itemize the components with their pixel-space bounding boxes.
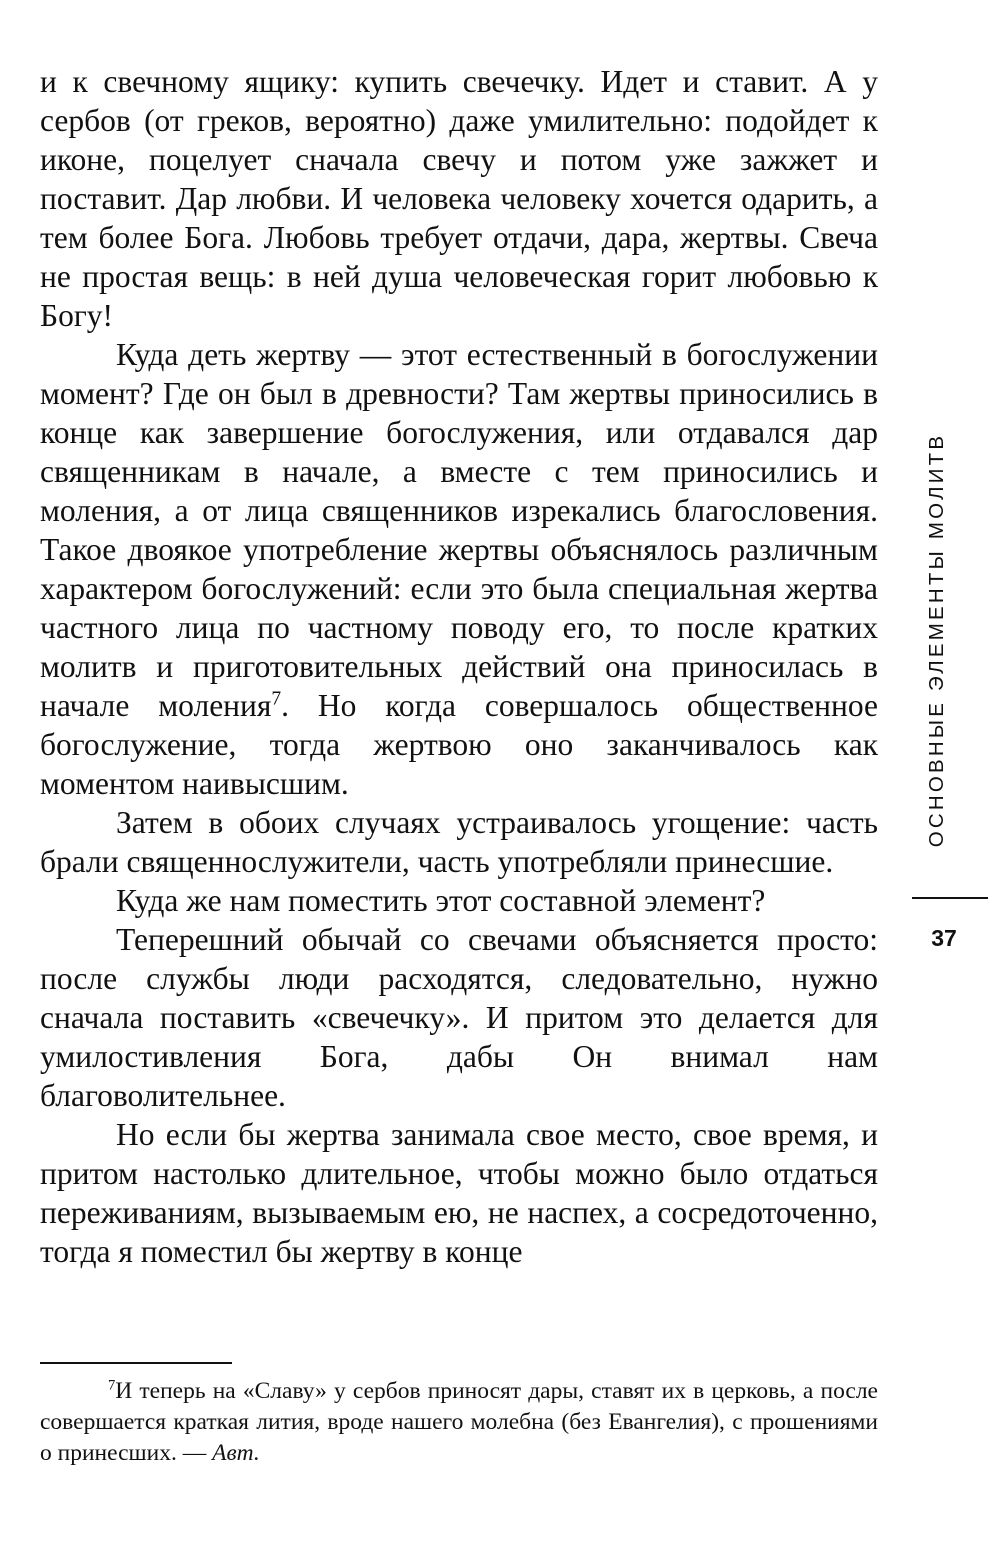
paragraph-2 (40, 335, 878, 803)
paragraph-1: и к свечному ящику: купить свечечку. Идет и ставит. А у сербов (от греков, вероятно) даже умилительно: подойдет к иконе, поцелует сначала свечу и потом уже зажжет и поставит. Дар любви. И человека человеку хочется одарить, а тем более Бога. Любовь требует отдачи, дара, жертвы. Свеча не простая вещь: в ней душа человеческая горит любовью к Богу! (40, 64, 878, 333)
paragraph-5: Теперешний обычай со свечами объясняется просто: после службы люди расходятся, следовательно, нужно сначала поставить «свечечку». И притом это делается для умилостивления Бога, дабы Он внимал нам благоволительнее. (40, 922, 878, 1113)
footnote (40, 1376, 878, 1469)
paragraph-3: Затем в обоих случаях устраивалось угощение: часть брали священнослужители, часть употребляли принесшие. (40, 805, 878, 879)
footnote-text: И теперь на «Славу» у сербов приносят дары, ставят их в церковь, а после совершается краткая лития, вроде нашего молебна (без Евангелия), с прошениями о принесших. — (40, 1378, 878, 1466)
footnote-reference: 7 (271, 688, 282, 710)
footnote-number: 7 (108, 1377, 116, 1394)
footnote-divider (40, 1362, 232, 1364)
main-text (40, 62, 878, 1271)
paragraph-4: Куда же нам поместить этот составной элемент? (116, 883, 766, 918)
footnote-author-mark: Авт. (212, 1440, 260, 1466)
paragraph-2-continuation: . Но когда совершалось общественное богослужение, тогда жертвою оно заканчивалось как моментом наивысшим. (40, 688, 878, 801)
paragraph-2-text: Куда деть жертву — этот естественный в богослужении момент? Где он был в древности? Там жертвы приносились в конце как завершение богослужения, или отдавался дар священникам в начале, а вместе с тем приносились и моления, а от лица священников изрекались благословения. Такое двоякое употребление жертвы объяснялось различным характером богослужений: если это была специальная жертва частного лица по частному поводу его, то после кратких молитв и приготовительных действий она приносилась в начале моления (40, 337, 878, 723)
page-number: 37 (931, 925, 957, 951)
page-number-rule (912, 897, 988, 899)
running-head: ОСНОВНЫЕ ЭЛЕМЕНТЫ МОЛИТВ (925, 432, 948, 848)
paragraph-6: Но если бы жертва занимала свое место, свое время, и притом настолько длительное, чтобы можно было отдаться переживаниям, вызываемым ею, не наспех, а сосредоточенно, тогда я поместил бы жертву в конце (40, 1117, 878, 1269)
